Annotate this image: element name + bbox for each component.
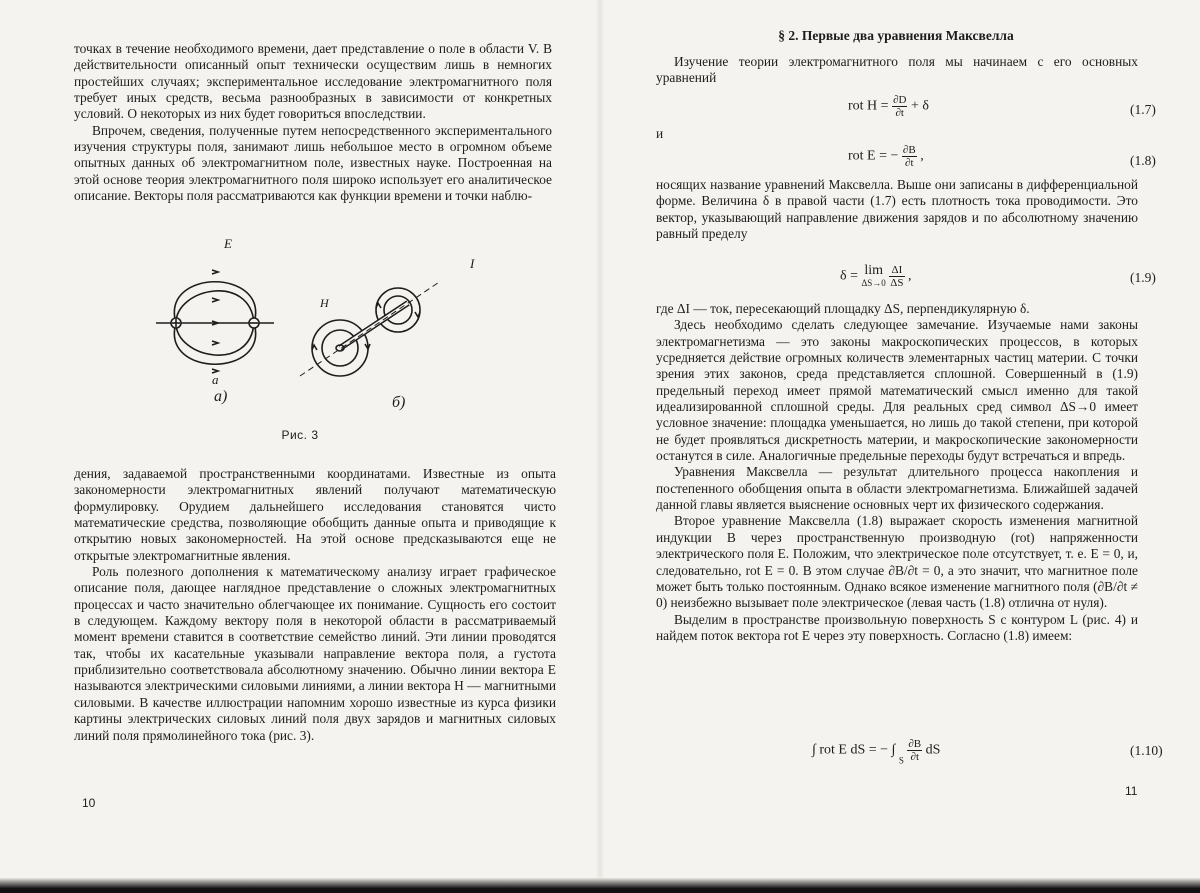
eq-sub: S: [898, 755, 904, 766]
intro-text: [656, 54, 1138, 87]
eq-rhs: + δ: [910, 98, 929, 114]
eq-numerator: ΔI: [889, 264, 904, 277]
main-text: [656, 301, 1138, 644]
figure-caption: Рис. 3: [281, 428, 319, 442]
eq-fraction: [907, 738, 922, 763]
eq-lhs: ∫ rot E dS = − ∫: [812, 742, 896, 758]
eq-numerator: ∂B: [902, 144, 916, 156]
equation-1-9: [840, 264, 912, 289]
eq-rhs: dS: [925, 742, 941, 758]
equation-1-10: [812, 738, 940, 766]
paragraph: точках в течение необходимого времени, дает представление о поле в области V. В действительности описанный опыт технически осуществим лишь в немногих простейших случаях; экспериментальное исследование электромагнитного поля требует иных средств, весьма разнообразных в зависимости от конкретных условий. О некоторых из них будет говориться впоследствии.: [74, 41, 552, 122]
label-b: б): [392, 394, 406, 411]
eq-fraction: [889, 264, 904, 289]
equation-number: (1.7): [1130, 102, 1156, 117]
paragraph: Впрочем, сведения, полученные путем непосредственного экспериментального изучения структуры поля, занимают лишь небольшое место в огромном объеме опытных данных об электромагнитном поле, известных науке. Построенная на этой основе теория электромагнитного поля широко использует его аналитическое описание. Векторы поля рассматриваются как функции времени и точки наблю-: [74, 122, 552, 204]
label-a: а): [214, 388, 228, 405]
paragraph: Здесь необходимо сделать следующее замечание. Изучаемые нами законы электромагнетизма — это законы макроскопических процессов, в которых усредняется действие огромных количеств элементарных частиц материи. С точки зрения этих законов, среда представляется сплошной. Совершенный в (1.9) предельный переход имеет прямой математический смысл именно для такой идеализированной сплошной среды. Для реальных сред символ ΔS→0 имеет условное значение: площадка уменьшается, но лишь до такой степени, при которой не будет проявляться дискретность материи, и макроскопические закономерности останутся в силе. Аналогичные предельные переходы будут встречаться и впредь.: [656, 317, 1138, 464]
paragraph: Изучение теории электромагнитного поля мы начинаем с его основных уравнений: [656, 54, 1138, 86]
eq-lhs: rot E = −: [848, 148, 899, 164]
equation-number: (1.10): [1130, 743, 1163, 758]
eq-denominator: ∂t: [895, 107, 904, 119]
label-i: I: [470, 256, 475, 271]
eq-fraction: [892, 94, 907, 119]
paragraph: Второе уравнение Максвелла (1.8) выражает скорость изменения магнитной индукции B через пространственную производную (rot) напряженности электрического поля E. Положим, что электрическое поле отсутствует, т. е. E = 0, и, следовательно, rot E = 0. В этом случае ∂B/∂t = 0, а это значит, что магнитное поле может быть только постоянным. Однако всякое изменение магнитного поля (∂B/∂t ≠ 0) неизбежно вызывает поле электрическое (левая часть (1.8) отлична от нуля).: [656, 513, 1138, 611]
eq-lhs: δ =: [840, 268, 858, 284]
conjunction: и: [656, 126, 664, 141]
paragraph: где ΔI — ток, пересекающий площадку ΔS, перпендикулярную δ.: [656, 301, 1030, 316]
eq-denominator: ∂t: [905, 157, 914, 169]
scan-edge: [0, 878, 1200, 893]
equation-number: (1.9): [1130, 270, 1156, 285]
label-a-small: a: [212, 372, 219, 387]
left-bottom-text: [74, 466, 556, 744]
eq-rhs: ,: [920, 148, 924, 164]
eq-denominator: ΔS: [890, 277, 904, 289]
eq-numerator: ∂D: [893, 94, 907, 106]
equation-number: (1.8): [1130, 153, 1156, 168]
label-h: H: [320, 296, 329, 310]
page-number-left: 10: [82, 796, 96, 810]
eq-limit: [861, 262, 886, 289]
paragraph: Уравнения Максвелла — результат длительного процесса накопления и постепенного обобщения опыта в области электромагнетизма. Ближайшей задачей данной главы является выяснение основных черт их физического содержания.: [656, 464, 1138, 513]
section-heading: § 2. Первые два уравнения Максвелла: [778, 28, 1014, 43]
paragraph: дения, задаваемой пространственными координатами. Известные из опыта закономерности электромагнитных явлений получают математическую формулировку. Орудием дальнейшего исследования становятся чисто математические средства, позволяющие обобщить данные опыта и приводящие к открытию новых закономерностей. На этой основе предсказываются еще не открытые электромагнитные явления.: [74, 466, 556, 563]
text-after-eq2: [656, 177, 1138, 242]
eq-numerator: ∂B: [908, 738, 922, 750]
paragraph: Роль полезного дополнения к математическому анализу играет графическое описание поля, дающее наглядное представление о сложных электромагнитных процессах и часто значительно облегчающее их понимание. Сущность его состоит в следующем. Каждому вектору поля в некоторой области в рассматриваемый момент времени ставится в соответствие семейство линий. Эти линии проводятся так, чтобы их касательные указывали направление вектора поля, а густота приблизительно соответствовала абсолютному значению. Обычно линии вектора E называются электрическими силовыми линиями, а линии вектора H — магнитными силовыми. В качестве иллюстрации напомним хорошо известные из курса физики картины электрических силовых линий поля двух зарядов и магнитных силовых линий поля прямолинейного тока (рис. 3).: [74, 564, 556, 743]
field-lines-diagram: [140, 248, 440, 443]
equation-1-7: [848, 94, 929, 119]
left-top-text: [74, 41, 552, 204]
paragraph: Выделим в пространстве произвольную поверхность S с контуром L (рис. 4) и найдем поток вектора rot E через эту поверхность. Согласно (1.8) имеем:: [656, 611, 1138, 643]
label-e: E: [224, 236, 232, 251]
page-number-right: 11: [1125, 784, 1138, 798]
eq-denominator: ∂t: [910, 751, 920, 763]
eq-lhs: rot H =: [848, 98, 889, 114]
eq-lim: lim: [864, 262, 883, 278]
eq-lim-sub: ΔS→0: [861, 277, 886, 288]
equation-1-8: [848, 144, 924, 169]
eq-rhs: ,: [908, 268, 912, 284]
right-page: [600, 0, 1200, 893]
eq-fraction: [902, 144, 917, 169]
figure-3: [140, 236, 475, 443]
paragraph: носящих название уравнений Максвелла. Выше они записаны в дифференциальной форме. Величина δ в правой части (1.7) есть плотность тока проводимости. Это вектор, указывающий направление движения зарядов и по абсолютному значению равный пределу: [656, 177, 1138, 242]
